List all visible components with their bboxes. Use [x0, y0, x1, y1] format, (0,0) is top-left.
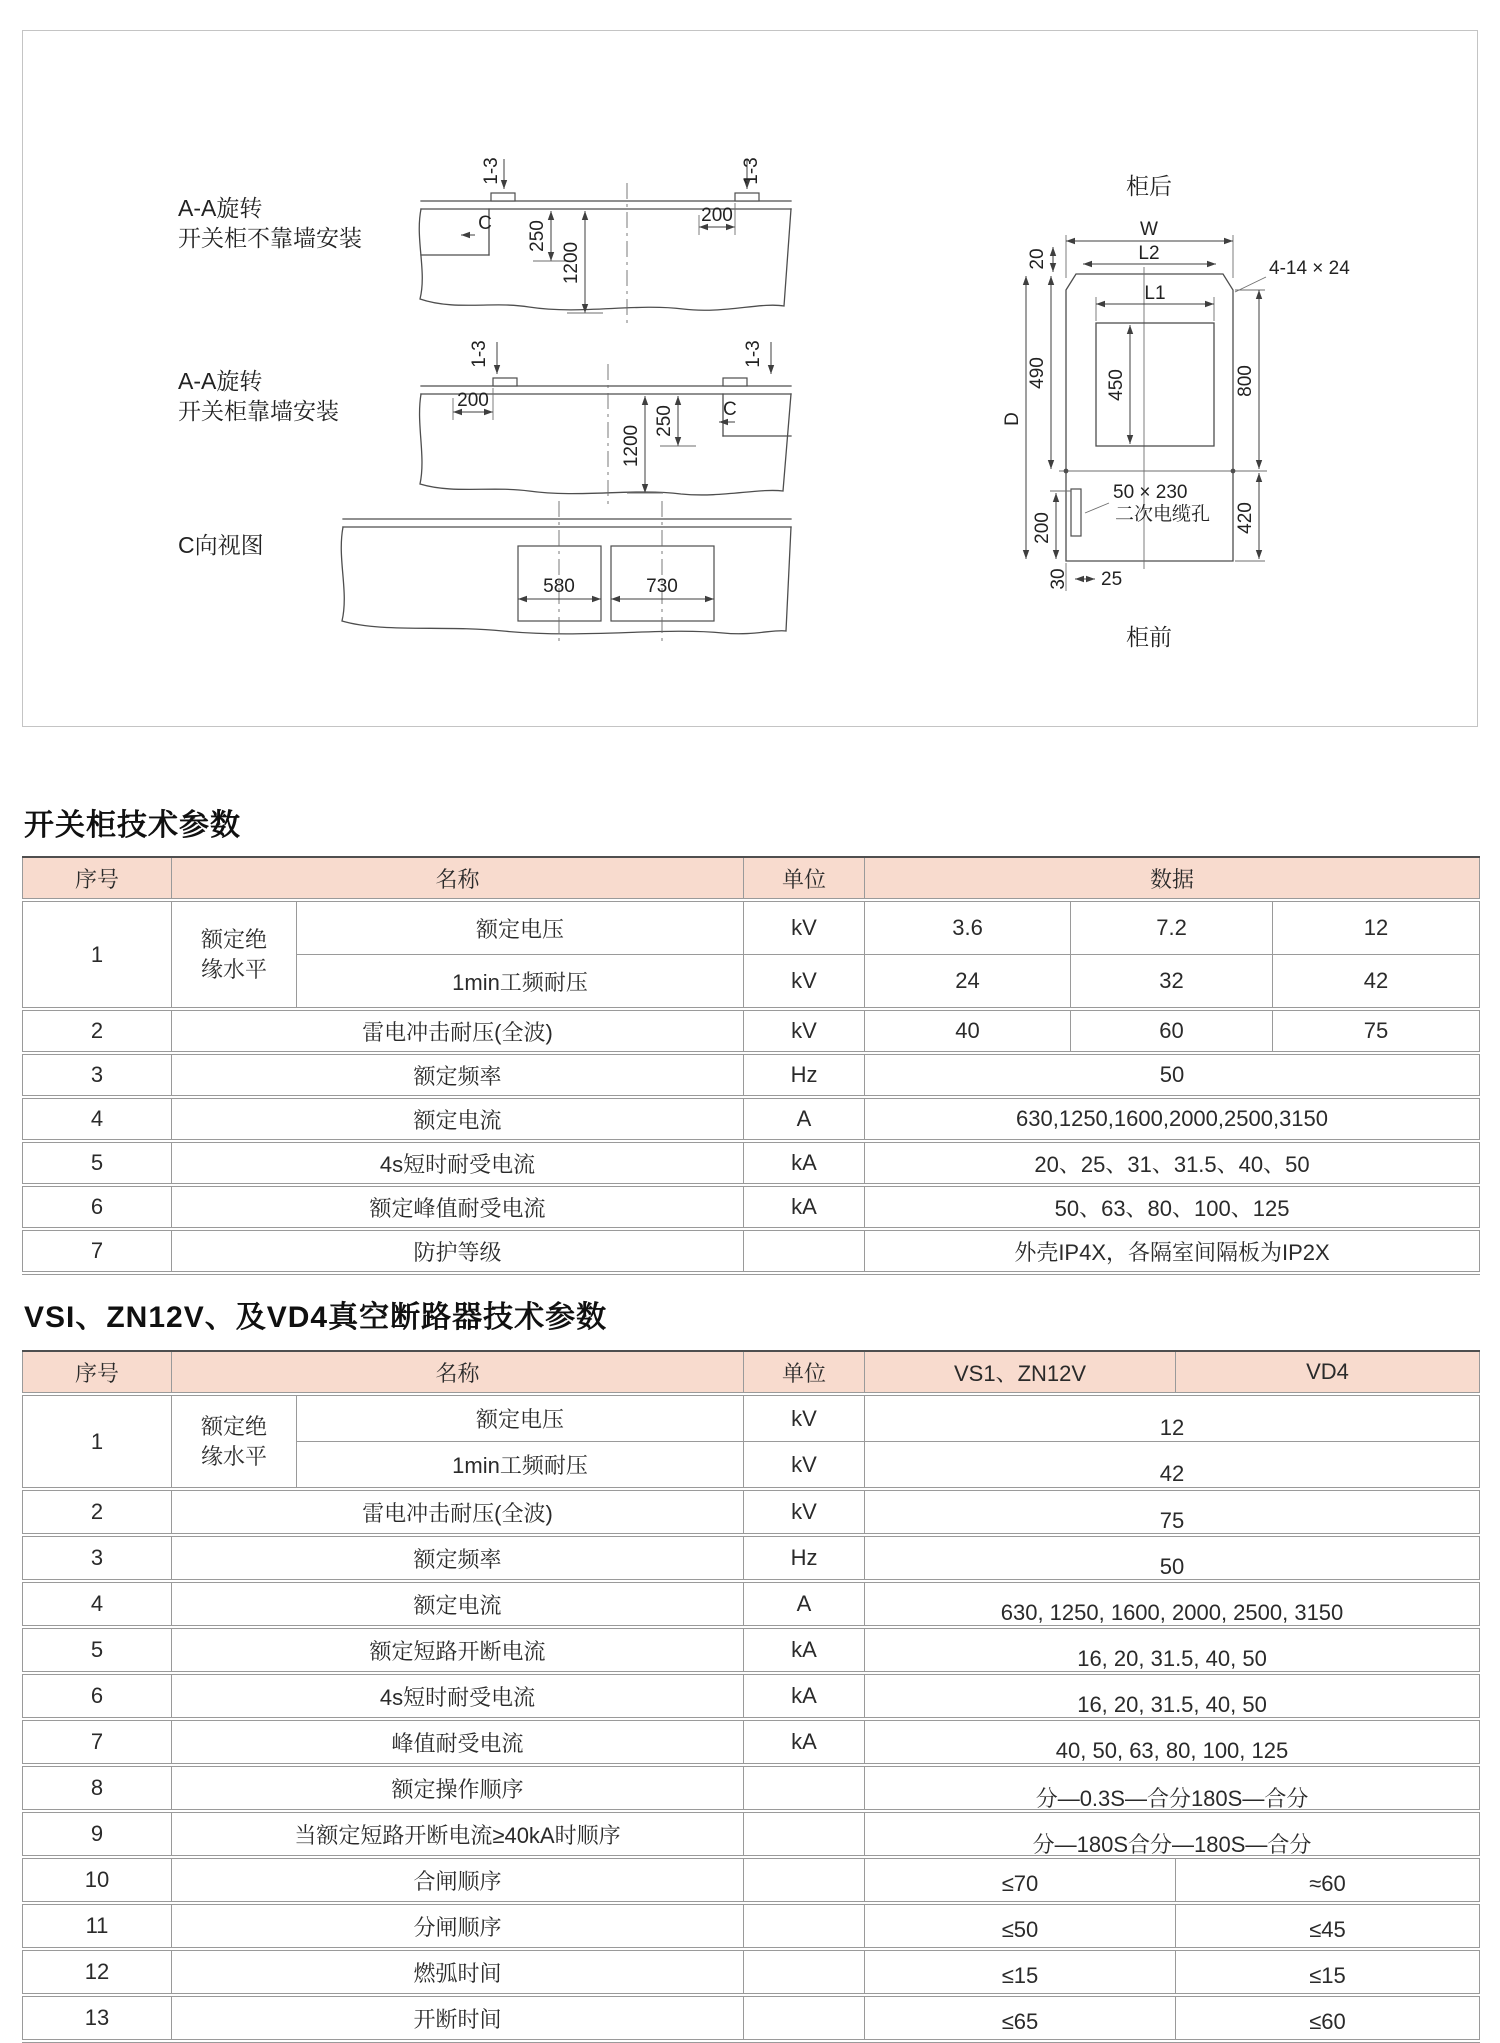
t2-r8-name: 额定操作顺序 — [172, 1765, 744, 1811]
t2-r1b-unit: kV — [744, 1442, 865, 1490]
plan-dim-20: 20 — [1027, 248, 1048, 270]
t2-r10-v1 — [865, 1857, 1176, 1903]
section-view-not-against-wall — [178, 157, 791, 327]
t2-r13-unit — [744, 1995, 865, 2041]
view1-dim-1-3-right: 1-3 — [741, 157, 762, 185]
table1-header-row — [23, 857, 1480, 900]
t2-r8-unit — [744, 1765, 865, 1811]
cell-text: 630, 1250, 1600, 2000, 2500, 3150 — [1000, 1600, 1344, 1625]
t2-r1a-unit: kV — [744, 1394, 865, 1442]
t2-r2-no: 2 — [23, 1489, 172, 1535]
t1-r4-value: 630,1250,1600,2000,2500,3150 — [865, 1097, 1480, 1141]
t2-r4-name: 额定电流 — [172, 1581, 744, 1627]
table-row — [23, 1141, 1480, 1185]
t2-r11-no: 11 — [23, 1903, 172, 1949]
cell-text: 16, 20, 31.5, 40, 50 — [1077, 1692, 1267, 1717]
table-row — [23, 1949, 1480, 1995]
view2-label-line1: A-A旋转 — [178, 368, 263, 394]
t2-r5-no: 5 — [23, 1627, 172, 1673]
t2-r11-v1 — [865, 1903, 1176, 1949]
t1-r3-no: 3 — [23, 1053, 172, 1097]
t2-r1-group: 额定绝缘水平 — [172, 1394, 297, 1489]
t1-r6-no: 6 — [23, 1185, 172, 1229]
t1-r2-v3: 75 — [1273, 1009, 1480, 1053]
view2-dim-250: 250 — [654, 405, 675, 437]
t2-r12-v1 — [865, 1949, 1176, 1995]
t2-col-no: 序号 — [23, 1351, 172, 1394]
t1-r7-name: 防护等级 — [172, 1229, 744, 1273]
table-row — [23, 900, 1480, 955]
t1-r1a-name: 额定电压 — [297, 900, 744, 955]
t2-col-vs1: VS1、ZN12V — [865, 1351, 1176, 1394]
t1-r1b-name: 1min工频耐压 — [297, 955, 744, 1010]
t2-r1a-name: 额定电压 — [297, 1394, 744, 1442]
table-row — [23, 1394, 1480, 1442]
view2-dim-1200: 1200 — [621, 424, 642, 468]
view2-dim-1-3-right: 1-3 — [743, 340, 764, 368]
cell-text: 12 — [1159, 1414, 1185, 1440]
t2-r1-no: 1 — [23, 1394, 172, 1489]
view2-label-line2: 开关柜靠墙安装 — [178, 398, 339, 424]
t2-r8-no: 8 — [23, 1765, 172, 1811]
plan-dim-d: D — [1002, 412, 1023, 426]
t1-r7-value: 外壳IP4X，各隔室间隔板为IP2X — [865, 1229, 1480, 1273]
cell-text: 75 — [1159, 1508, 1185, 1533]
view1-label-line1: A-A旋转 — [178, 195, 263, 221]
view1-dim-1-3-left: 1-3 — [481, 157, 502, 185]
t1-col-data: 数据 — [865, 857, 1480, 900]
installation-drawing-panel — [22, 30, 1478, 727]
t1-r2-v2: 60 — [1071, 1009, 1273, 1053]
table-row — [23, 1903, 1480, 1949]
view1-dim-c: C — [478, 213, 492, 234]
t1-col-unit: 单位 — [744, 857, 865, 900]
view3-dim-580: 580 — [543, 576, 575, 597]
table-row — [23, 1535, 1480, 1581]
t2-r12-v2 — [1176, 1949, 1480, 1995]
t1-col-name: 名称 — [172, 857, 744, 900]
t1-r1-group: 额定绝缘水平 — [172, 900, 297, 1009]
t2-r3-unit: Hz — [744, 1535, 865, 1581]
t1-r2-no: 2 — [23, 1009, 172, 1053]
view2-dim-c: C — [723, 399, 737, 420]
plan-dim-mounting-holes: 4-14 × 24 — [1269, 258, 1350, 279]
t1-r1b-v3: 42 — [1273, 955, 1480, 1010]
plan-dim-450: 450 — [1106, 369, 1127, 401]
t1-r3-value: 50 — [865, 1053, 1480, 1097]
t2-r13-v2 — [1176, 1995, 1480, 2041]
t2-r8-value — [865, 1765, 1480, 1811]
t1-r6-value: 50、63、80、100、125 — [865, 1185, 1480, 1229]
table-row — [23, 1053, 1480, 1097]
view3-label: C向视图 — [178, 532, 264, 558]
t1-r1-no: 1 — [23, 900, 172, 1009]
t2-r11-name: 分闸顺序 — [172, 1903, 744, 1949]
t2-r10-no: 10 — [23, 1857, 172, 1903]
t2-r12-no: 12 — [23, 1949, 172, 1995]
cell-text: ≤50 — [1001, 1917, 1039, 1942]
t1-r1a-v1: 3.6 — [865, 900, 1071, 955]
t1-col-no: 序号 — [23, 857, 172, 900]
t2-r1b-name: 1min工频耐压 — [297, 1442, 744, 1490]
t1-r7-unit — [744, 1229, 865, 1273]
table-row — [23, 1229, 1480, 1273]
t2-r9-no: 9 — [23, 1811, 172, 1857]
cell-text: 42 — [1159, 1460, 1185, 1486]
t1-r1a-v3: 12 — [1273, 900, 1480, 955]
t1-r5-no: 5 — [23, 1141, 172, 1185]
table-row — [23, 1581, 1480, 1627]
t2-r2-unit: kV — [744, 1489, 865, 1535]
t1-r6-name: 额定峰值耐受电流 — [172, 1185, 744, 1229]
t2-r10-name: 合闸顺序 — [172, 1857, 744, 1903]
t1-r2-unit: kV — [744, 1009, 865, 1053]
view1-dim-200: 200 — [701, 205, 733, 226]
cell-text: ≤65 — [1001, 2009, 1039, 2034]
t1-r4-name: 额定电流 — [172, 1097, 744, 1141]
cell-text: 50 — [1159, 1554, 1185, 1579]
t1-r2-v1: 40 — [865, 1009, 1071, 1053]
t2-r2-name: 雷电冲击耐压(全波) — [172, 1489, 744, 1535]
table-row — [23, 1811, 1480, 1857]
t2-col-vd4: VD4 — [1176, 1351, 1480, 1394]
t2-r3-value — [865, 1535, 1480, 1581]
cabinet-front-label: 柜前 — [1126, 624, 1172, 650]
plan-dim-w: W — [1140, 219, 1158, 240]
cell-text: 分—180S合分—180S—合分 — [1032, 1831, 1312, 1857]
cell-text: ≤70 — [1001, 1871, 1039, 1896]
t2-r13-no: 13 — [23, 1995, 172, 2041]
plan-dim-l1: L1 — [1144, 283, 1166, 304]
plan-dim-420: 420 — [1235, 502, 1256, 534]
c-direction-view — [178, 501, 791, 643]
cabinet-plan-view — [1002, 173, 1350, 650]
view2-dim-1-3-left: 1-3 — [469, 340, 490, 368]
plan-dim-490: 490 — [1027, 357, 1048, 389]
table-row — [23, 1719, 1480, 1765]
t2-col-unit: 单位 — [744, 1351, 865, 1394]
t2-r12-name: 燃弧时间 — [172, 1949, 744, 1995]
t2-r11-unit — [744, 1903, 865, 1949]
t1-r1b-v1: 24 — [865, 955, 1071, 1010]
t1-r1b-v2: 32 — [1071, 955, 1273, 1010]
section-view-against-wall — [178, 340, 791, 504]
plan-dim-slot-size: 50 × 230 — [1113, 482, 1188, 503]
t2-r6-name: 4s短时耐受电流 — [172, 1673, 744, 1719]
installation-drawing — [23, 31, 1477, 726]
t2-r5-name: 额定短路开断电流 — [172, 1627, 744, 1673]
t2-r13-v1 — [865, 1995, 1176, 2041]
t1-r5-name: 4s短时耐受电流 — [172, 1141, 744, 1185]
t1-r5-unit: kA — [744, 1141, 865, 1185]
t2-r7-no: 7 — [23, 1719, 172, 1765]
cell-text: ≤15 — [1001, 1963, 1039, 1988]
t2-r4-value — [865, 1581, 1480, 1627]
t2-r7-unit: kA — [744, 1719, 865, 1765]
t2-r2-value — [865, 1489, 1480, 1535]
t1-r4-unit: A — [744, 1097, 865, 1141]
t1-r7-no: 7 — [23, 1229, 172, 1273]
t1-r1b-unit: kV — [744, 955, 865, 1010]
cell-text: ≤45 — [1309, 1917, 1346, 1942]
t2-r1a-value — [865, 1394, 1480, 1442]
t2-r4-no: 4 — [23, 1581, 172, 1627]
t2-r6-unit: kA — [744, 1673, 865, 1719]
t2-r5-unit: kA — [744, 1627, 865, 1673]
cell-text: ≤60 — [1309, 2009, 1346, 2034]
section1-title: 开关柜技术参数 — [24, 809, 241, 842]
t1-r4-no: 4 — [23, 1097, 172, 1141]
view2-dim-200: 200 — [457, 390, 489, 411]
view1-dim-1200: 1200 — [561, 241, 582, 285]
t2-r13-name: 开断时间 — [172, 1995, 744, 2041]
t2-r6-no: 6 — [23, 1673, 172, 1719]
cell-text: ≈60 — [1309, 1871, 1346, 1896]
t2-r7-value — [865, 1719, 1480, 1765]
table-row — [23, 1185, 1480, 1229]
cell-text: 40, 50, 63, 80, 100, 125 — [1055, 1738, 1289, 1763]
t1-r1a-v2: 7.2 — [1071, 900, 1273, 955]
section2-title: VSI、ZN12V、及VD4真空断路器技术参数 — [24, 1301, 608, 1334]
t2-r10-v2 — [1176, 1857, 1480, 1903]
cell-text: 16, 20, 31.5, 40, 50 — [1077, 1646, 1267, 1671]
view1-dim-250: 250 — [527, 220, 548, 252]
t2-r1b-value — [865, 1442, 1480, 1490]
t1-r6-unit: kA — [744, 1185, 865, 1229]
plan-dim-25: 25 — [1101, 569, 1123, 590]
cabinet-rear-label: 柜后 — [1126, 173, 1172, 199]
t2-r9-unit — [744, 1811, 865, 1857]
table-row — [23, 1995, 1480, 2041]
t1-r1a-unit: kV — [744, 900, 865, 955]
plan-dim-800: 800 — [1235, 365, 1256, 397]
t2-r3-name: 额定频率 — [172, 1535, 744, 1581]
table-row — [23, 1097, 1480, 1141]
view1-label-line2: 开关柜不靠墙安装 — [178, 225, 362, 251]
table-row — [23, 1009, 1480, 1053]
cell-text: 分—0.3S—合分180S—合分 — [1035, 1785, 1309, 1811]
plan-slot-label: 二次电缆孔 — [1115, 504, 1211, 525]
view3-dim-730: 730 — [646, 576, 678, 597]
breaker-params-table — [22, 1350, 1480, 2043]
table-row — [23, 1765, 1480, 1811]
t2-r9-value — [865, 1811, 1480, 1857]
t2-r12-unit — [744, 1949, 865, 1995]
t2-r9-name: 当额定短路开断电流≥40kA时顺序 — [172, 1811, 744, 1857]
table-row — [23, 1489, 1480, 1535]
t2-r3-no: 3 — [23, 1535, 172, 1581]
switchgear-params-table — [22, 856, 1480, 1275]
table-row — [23, 1857, 1480, 1903]
plan-dim-30: 30 — [1048, 568, 1069, 590]
t1-r3-unit: Hz — [744, 1053, 865, 1097]
plan-dim-l2: L2 — [1138, 243, 1160, 264]
t2-r10-unit — [744, 1857, 865, 1903]
t2-r6-value — [865, 1673, 1480, 1719]
table-row — [23, 1627, 1480, 1673]
t2-col-name: 名称 — [172, 1351, 744, 1394]
plan-dim-200: 200 — [1032, 512, 1053, 544]
t1-r2-name: 雷电冲击耐压(全波) — [172, 1009, 744, 1053]
t2-r4-unit: A — [744, 1581, 865, 1627]
t1-r5-value: 20、25、31、31.5、40、50 — [865, 1141, 1480, 1185]
cell-text: ≤15 — [1309, 1963, 1346, 1988]
t2-r11-v2 — [1176, 1903, 1480, 1949]
table2-header-row — [23, 1351, 1480, 1394]
t2-r5-value — [865, 1627, 1480, 1673]
table-row — [23, 1673, 1480, 1719]
t2-r7-name: 峰值耐受电流 — [172, 1719, 744, 1765]
t1-r3-name: 额定频率 — [172, 1053, 744, 1097]
